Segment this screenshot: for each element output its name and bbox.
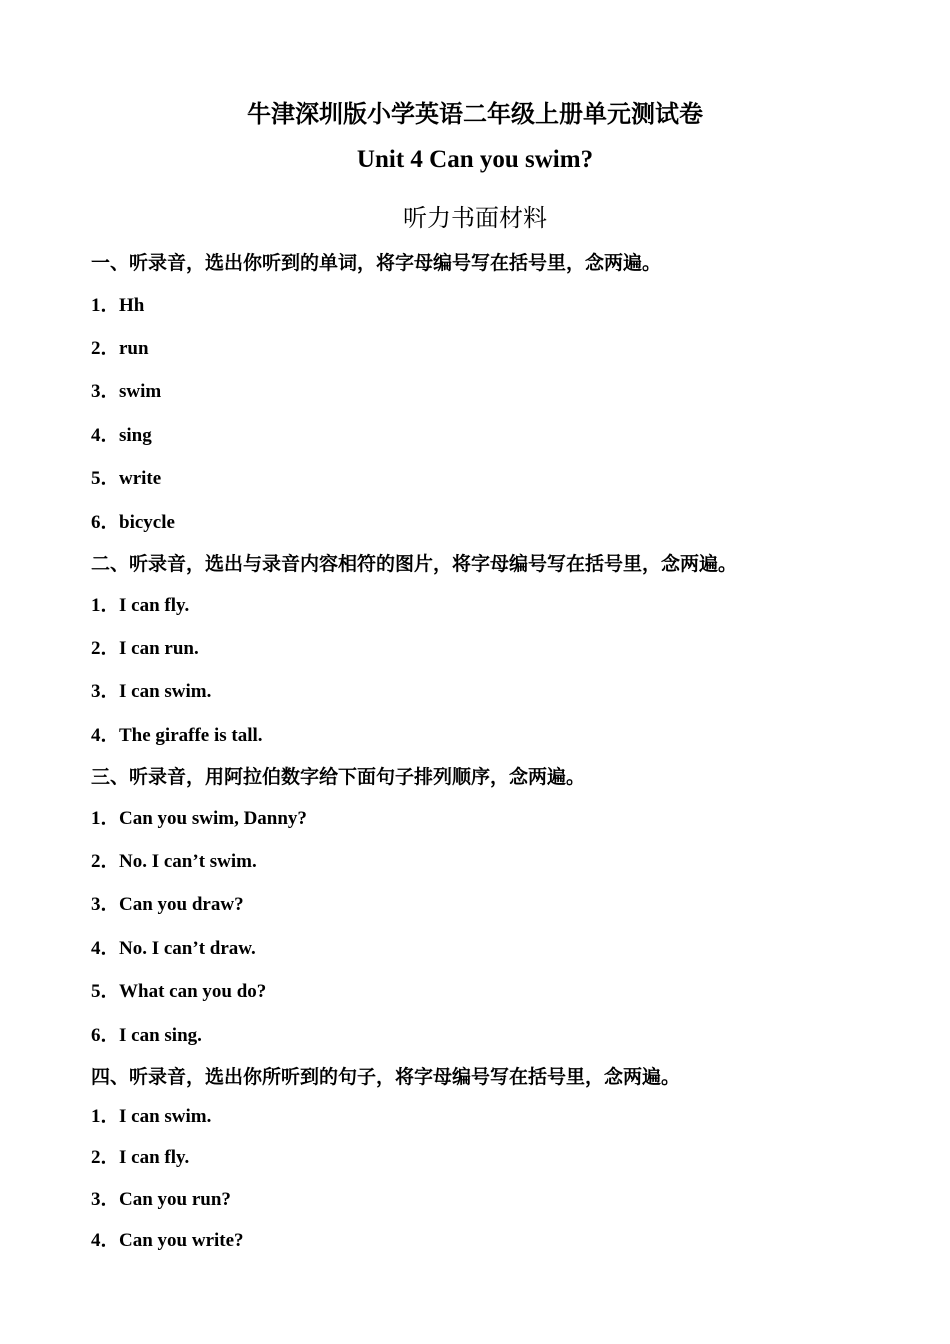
item-text: Hh — [119, 295, 145, 316]
item-number: 4． — [91, 1230, 120, 1251]
list-item — [91, 1225, 244, 1252]
item-text: run — [119, 338, 149, 359]
item-number: 5． — [91, 981, 120, 1002]
item-text: What can you do? — [119, 981, 267, 1002]
item-text: No. I can’t draw. — [119, 938, 256, 959]
item-number: 6． — [91, 1025, 120, 1046]
item-text: Can you swim, Danny? — [119, 808, 307, 829]
section-2-heading: 二、听录音，选出与录音内容相符的图片，将字母编号写在括号里，念两遍。 — [91, 554, 738, 575]
list-item — [91, 290, 144, 317]
section-3-heading: 三、听录音，用阿拉伯数字给下面句子排列顺序，念两遍。 — [91, 767, 586, 788]
list-item — [91, 333, 149, 360]
item-number: 3． — [91, 1189, 120, 1210]
item-text: The giraffe is tall. — [119, 725, 263, 746]
item-number: 1． — [91, 808, 120, 829]
item-number: 4． — [91, 725, 120, 746]
item-text: sing — [119, 425, 152, 446]
item-text: No. I can’t swim. — [119, 851, 257, 872]
item-text: Can you run? — [119, 1189, 231, 1210]
item-number: 2． — [91, 638, 120, 659]
item-number: 4． — [91, 425, 120, 446]
item-text: write — [119, 468, 162, 489]
list-item — [91, 376, 161, 403]
item-number: 3． — [91, 381, 120, 402]
item-number: 2． — [91, 1147, 120, 1168]
list-item — [91, 1142, 189, 1169]
unit-title: Unit 4 Can you swim? — [356, 146, 594, 173]
item-text: I can swim. — [119, 1106, 212, 1127]
list-item — [91, 676, 211, 703]
item-number: 1． — [91, 595, 120, 616]
item-number: 5． — [91, 468, 120, 489]
item-number: 3． — [91, 894, 120, 915]
list-item — [91, 507, 175, 534]
section-4-heading: 四、听录音，选出你所听到的句子，将字母编号写在括号里，念两遍。 — [91, 1067, 681, 1088]
item-text: Can you write? — [119, 1230, 244, 1251]
list-item — [91, 420, 152, 447]
list-item — [91, 1184, 231, 1211]
item-number: 1． — [91, 1106, 120, 1127]
list-item — [91, 720, 263, 747]
item-text: I can swim. — [119, 681, 212, 702]
item-number: 2． — [91, 338, 120, 359]
item-number: 6． — [91, 512, 120, 533]
list-item — [91, 933, 256, 960]
item-text: bicycle — [119, 512, 175, 533]
list-item — [91, 1020, 202, 1047]
item-number: 2． — [91, 851, 120, 872]
list-item — [91, 633, 199, 660]
item-text: I can sing. — [119, 1025, 202, 1046]
list-item — [91, 463, 161, 490]
item-text: I can fly. — [119, 595, 190, 616]
item-number: 3． — [91, 681, 120, 702]
list-item — [91, 976, 266, 1003]
list-item — [91, 1101, 211, 1128]
list-item — [91, 803, 307, 830]
document-subtitle: 听力书面材料 — [403, 206, 547, 232]
list-item — [91, 889, 244, 916]
list-item — [91, 846, 257, 873]
item-text: swim — [119, 381, 162, 402]
document-title: 牛津深圳版小学英语二年级上册单元测试卷 — [247, 102, 703, 128]
item-number: 4． — [91, 938, 120, 959]
list-item — [91, 590, 189, 617]
item-number: 1． — [91, 295, 120, 316]
item-text: I can fly. — [119, 1147, 190, 1168]
item-text: Can you draw? — [119, 894, 244, 915]
item-text: I can run. — [119, 638, 199, 659]
section-1-heading: 一、听录音，选出你听到的单词，将字母编号写在括号里，念两遍。 — [91, 253, 662, 274]
